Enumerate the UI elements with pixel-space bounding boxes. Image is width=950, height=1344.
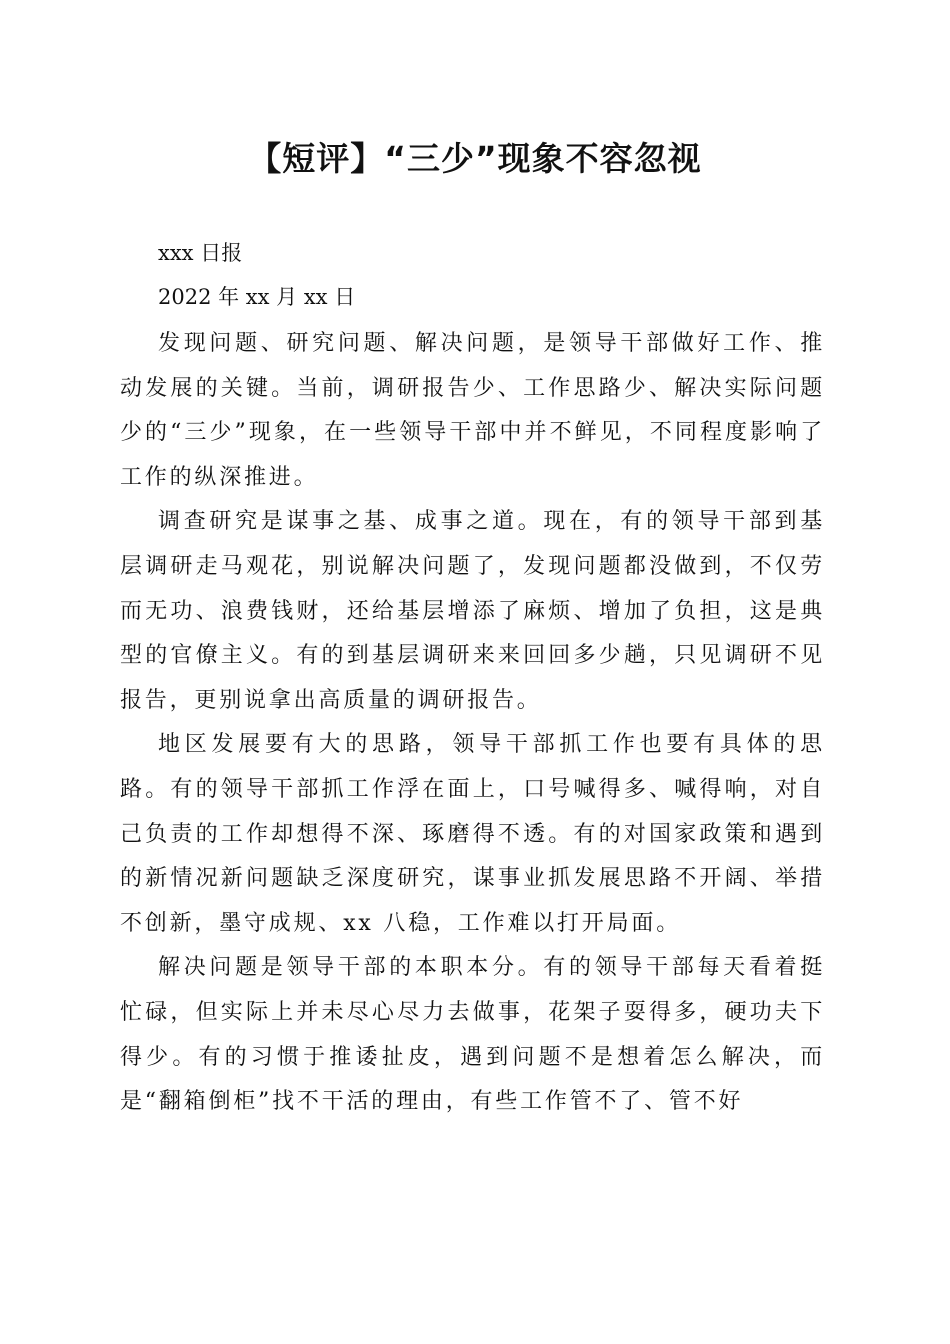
article-body <box>120 322 825 1125</box>
date-line: 2022 年 xx 月 xx 日 <box>158 285 356 309</box>
paragraph: 解决问题是领导干部的本职本分。有的领导干部每天看着挺忙碌，但实际上并未尽心尽力去做事，花架子耍得多，硬功夫下得少。有的习惯于推诿扯皮，遇到问题不是想着怎么解决，而是“翻箱倒柜”找不干活的理由，有些工作管不了、管不好 <box>120 955 825 1115</box>
paragraph: 地区发展要有大的思路，领导干部抓工作也要有具体的思路。有的领导干部抓工作浮在面上，口号喊得多、喊得响，对自己负责的工作却想得不深、琢磨得不透。有的对国家政策和遇到的新情况新问题缺乏深度研究，谋事业抓发展思路不开阔、举措不创新，墨守成规、xx 八稳，工作难以打开局面。 <box>120 732 825 936</box>
paragraph: 发现问题、研究问题、解决问题，是领导干部做好工作、推动发展的关键。当前，调研报告少、工作思路少、解决实际问题少的“三少”现象，在一些领导干部中并不鲜见，不同程度影响了工作的纵深推进。 <box>120 331 825 490</box>
source-line: xxx 日报 <box>158 241 243 265</box>
paragraph: 调查研究是谋事之基、成事之道。现在，有的领导干部到基层调研走马观花，别说解决问题了，发现问题都没做到，不仅劳而无功、浪费钱财，还给基层增添了麻烦、增加了负担，这是典型的官僚主义。有的到基层调研来来回回多少趟，只见调研不见报告，更别说拿出高质量的调研报告。 <box>120 509 825 713</box>
document-title: 【短评】“三少”现象不容忽视 <box>248 139 702 178</box>
